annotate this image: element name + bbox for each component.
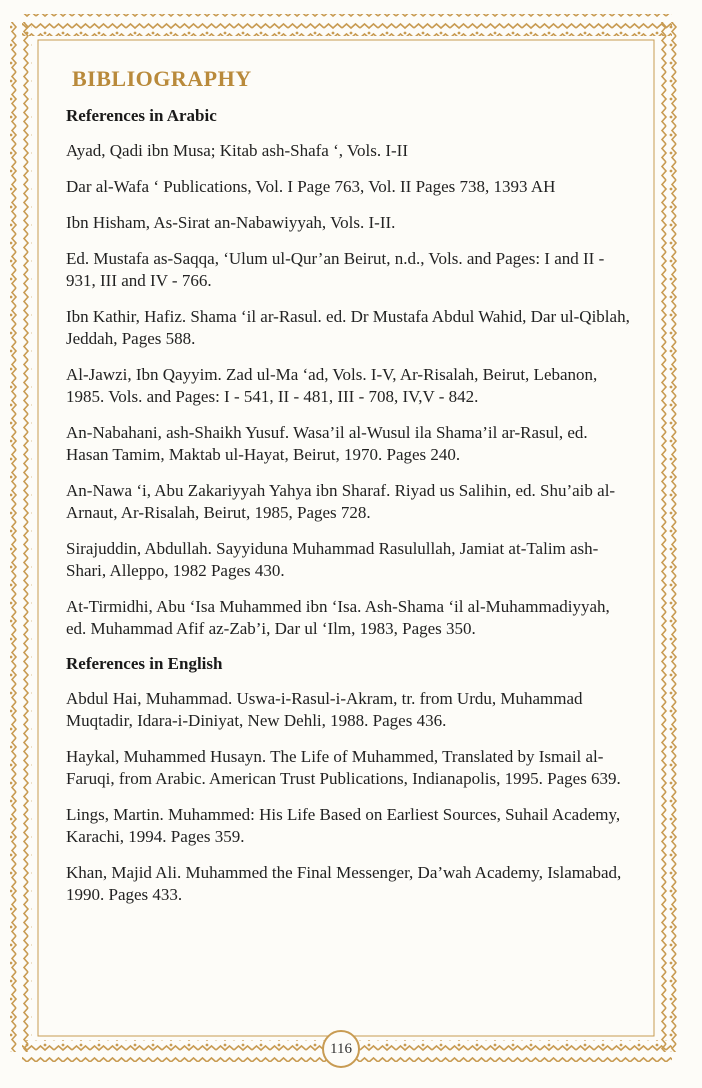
section-heading-english: References in English <box>66 654 223 673</box>
reference-entry: Al-Jawzi, Ibn Qayyim. Zad ul-Ma ‘ad, Vols. I-V, Ar-Risalah, Beirut, Lebanon, 1985. Vols. and Pages: I - 541, II - 481, III - 708, IV,V - 842. <box>66 365 598 406</box>
reference-entry: Sirajuddin, Abdullah. Sayyiduna Muhammad Rasulullah, Jamiat at-Talim ash-Shari, Alleppo, 1982 Pages 430. <box>66 539 599 580</box>
section-arabic <box>66 106 632 640</box>
reference-entry: Khan, Majid Ali. Muhammed the Final Messenger, Da’wah Academy, Islamabad, 1990. Pages 433. <box>66 863 622 904</box>
reference-entry: Ibn Kathir, Hafiz. Shama ‘il ar-Rasul. ed. Dr Mustafa Abdul Wahid, Dar ul-Qiblah, Jeddah, Pages 588. <box>66 307 630 348</box>
reference-entry: An-Nabahani, ash-Shaikh Yusuf. Wasa’il al-Wusul ila Shama’il ar-Rasul, ed. Hasan Tamim, Maktab ul-Hayat, Beirut, 1970. Pages 240. <box>66 423 588 464</box>
reference-entry: Lings, Martin. Muhammed: His Life Based on Earliest Sources, Suhail Academy, Karachi, 1994. Pages 359. <box>66 805 621 846</box>
page-title: BIBLIOGRAPHY <box>72 66 252 91</box>
reference-entry: An-Nawa ‘i, Abu Zakariyyah Yahya ibn Sharaf. Riyad us Salihin, ed. Shu’aib al-Arnaut, Ar-Risalah, Beirut, 1985, Pages 728. <box>66 481 616 522</box>
page-number: 116 <box>322 1030 360 1068</box>
section-heading-arabic: References in Arabic <box>66 106 217 125</box>
reference-entry: Ayad, Qadi ibn Musa; Kitab ash-Shafa ‘, Vols. I-II <box>66 141 409 160</box>
reference-entry: Ibn Hisham, As-Sirat an-Nabawiyyah, Vols. I-II. <box>66 213 396 232</box>
section-english <box>66 654 632 906</box>
reference-entry: Dar al-Wafa ‘ Publications, Vol. I Page 763, Vol. II Pages 738, 1393 AH <box>66 177 556 196</box>
bibliography-content <box>66 66 632 920</box>
reference-entry: Abdul Hai, Muhammad. Uswa-i-Rasul-i-Akram, tr. from Urdu, Muhammad Muqtadir, Idara-i-Diniyat, New Dehli, 1988. Pages 436. <box>66 689 583 730</box>
reference-entry: At-Tirmidhi, Abu ‘Isa Muhammed ibn ‘Isa. Ash-Shama ‘il al-Muhammadiyyah, ed. Muhammad Afif az-Zab’i, Dar ul ‘Ilm, 1983, Pages 350. <box>66 597 610 638</box>
reference-entry: Ed. Mustafa as-Saqqa, ‘Ulum ul-Qur’an Beirut, n.d., Vols. and Pages: I and II - 931, III and IV - 766. <box>66 249 605 290</box>
reference-entry: Haykal, Muhammed Husayn. The Life of Muhammed, Translated by Ismail al-Faruqi, from Arabic. American Trust Publications, Indianapolis, 1995. Pages 639. <box>66 747 621 788</box>
